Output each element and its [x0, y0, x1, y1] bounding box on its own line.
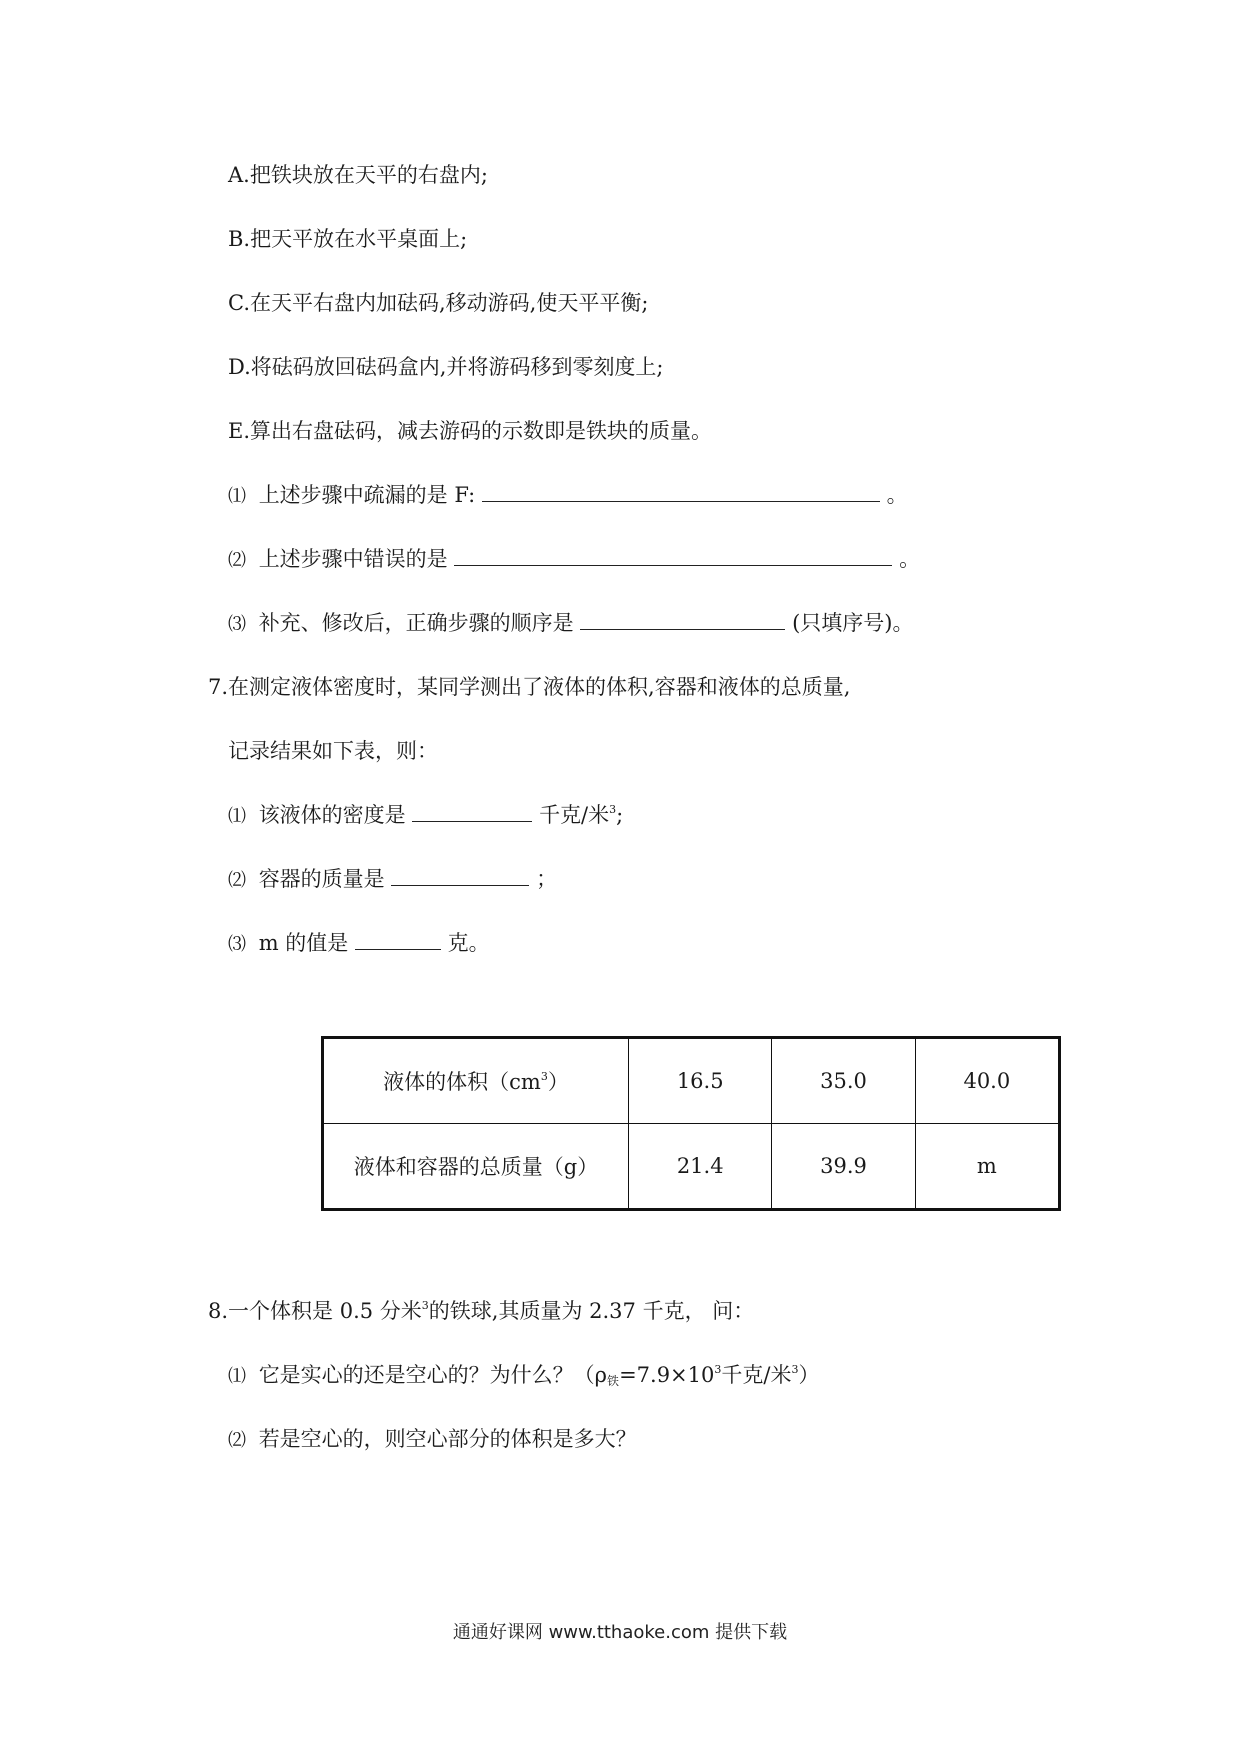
answer-blank[interactable] [454, 545, 892, 566]
part-number: ⑴ [228, 486, 246, 507]
unit-exponent: 3 [609, 803, 617, 816]
part-number: ⑶ [228, 614, 246, 635]
q6-part-2 [228, 544, 920, 576]
q7-part-3 [228, 928, 490, 960]
answer-blank[interactable] [412, 801, 532, 822]
part-end: 克。 [447, 931, 490, 955]
part-end: 。 [886, 483, 908, 507]
exponent: 3 [714, 1363, 722, 1376]
table-cell: 35.0 [772, 1038, 915, 1124]
part-text: m 的值是 [258, 931, 349, 955]
part-end: ; [616, 803, 624, 827]
answer-blank[interactable] [355, 929, 441, 950]
page-footer: 通通好课网 www.tthaoke.com 提供下载 [452, 1622, 788, 1643]
answer-blank[interactable] [482, 481, 880, 502]
q7-stem-line-1: 7.在测定液体密度时，某同学测出了液体的体积,容器和液体的总质量, [208, 675, 851, 699]
exponent: 3 [421, 1299, 429, 1312]
part-number: ⑵ [228, 870, 246, 891]
part-end: 。 [899, 547, 921, 571]
table-cell: 40.0 [915, 1038, 1059, 1124]
part-text: 上述步骤中错误的是 [258, 547, 448, 571]
step-b: B.把天平放在水平桌面上; [228, 227, 468, 251]
q6-part-3 [228, 608, 913, 640]
table-cell: 39.9 [772, 1124, 915, 1210]
part-text: 上述步骤中疏漏的是 F: [258, 483, 476, 507]
table-cell: 16.5 [629, 1038, 772, 1124]
part-text: 该液体的密度是 [258, 803, 406, 827]
subscript: 铁 [607, 1374, 620, 1388]
q8-stem: 8.一个体积是 0.5 分米$^3$的铁球,其质量为 2.37 千克， 问： [208, 1299, 755, 1323]
q7-stem-line-2: 记录结果如下表，则： [228, 739, 438, 763]
step-e: E.算出右盘砝码，减去游码的示数即是铁块的质量。 [228, 419, 713, 443]
row-header-total-mass: 液体和容器的总质量（g） [323, 1124, 629, 1210]
q8-part-2 [228, 1424, 637, 1456]
step-a: A.把铁块放在天平的右盘内; [228, 163, 488, 187]
answer-blank[interactable] [391, 865, 529, 886]
part-number: ⑴ [228, 806, 246, 827]
row-header-volume: 液体的体积$(cm^3)$ [323, 1038, 629, 1124]
part-number: ⑵ [228, 1430, 246, 1451]
part-end: ； [536, 867, 558, 891]
unit: 千克/米 [539, 803, 610, 827]
part-end: (只填序号)。 [792, 611, 914, 635]
q7-part-2 [228, 864, 557, 896]
part-text: 若是空心的，则空心部分的体积是多大？ [258, 1427, 637, 1451]
part-number: ⑵ [228, 550, 246, 571]
exponent: 3 [791, 1363, 799, 1376]
q8-part-1: ⑴ 它是实心的还是空心的？为什么？（$\rho_铁=7.9\times 10^3$千克/米$^3$） [228, 1363, 820, 1388]
part-text: 补充、修改后，正确步骤的顺序是 [258, 611, 574, 635]
table-cell: m [915, 1124, 1059, 1210]
part-number: ⑴ [228, 1366, 246, 1387]
data-table [321, 1036, 1061, 1211]
q6-part-1 [228, 480, 908, 512]
step-c: C.在天平右盘内加砝码,移动游码,使天平平衡; [228, 291, 649, 315]
table-row [323, 1038, 1060, 1124]
part-text: 容器的质量是 [258, 867, 385, 891]
table-cell: 21.4 [629, 1124, 772, 1210]
step-d: D.将砝码放回砝码盒内,并将游码移到零刻度上; [228, 355, 664, 379]
q7-part-1 [228, 800, 623, 832]
table-row [323, 1124, 1060, 1210]
part-number: ⑶ [228, 934, 246, 955]
answer-blank[interactable] [580, 609, 785, 630]
